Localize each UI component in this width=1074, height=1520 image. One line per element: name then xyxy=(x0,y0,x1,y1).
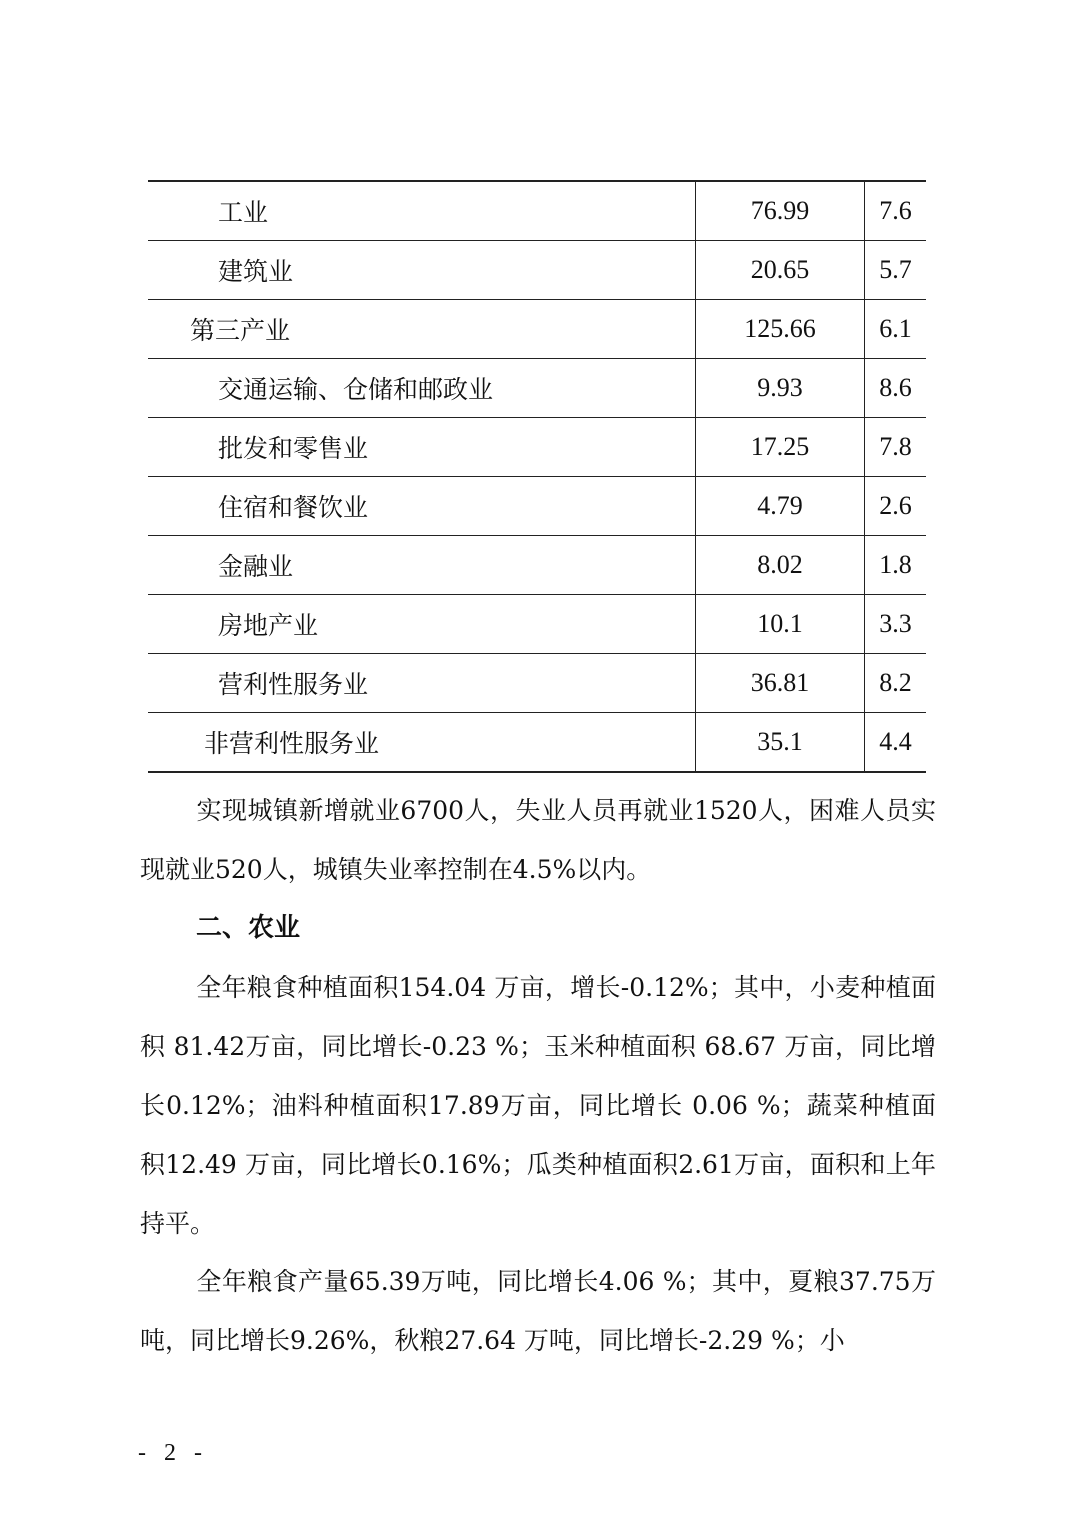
value-cell: 35.1 xyxy=(696,713,865,773)
value-cell: 125.66 xyxy=(696,300,865,359)
planting-paragraph xyxy=(140,958,936,1253)
industry-name-cell: 第三产业 xyxy=(148,300,696,359)
industry-name-cell: 住宿和餐饮业 xyxy=(148,477,696,536)
employment-text: 实现城镇新增就业6700人，失业人员再就业1520人，困难人员实现就业520人，城镇失业率控制在4.5%以内。 xyxy=(140,796,936,884)
growth-rate-cell: 5.7 xyxy=(865,241,927,300)
industry-name-cell: 营利性服务业 xyxy=(148,654,696,713)
table-row xyxy=(148,418,926,477)
value-cell: 20.65 xyxy=(696,241,865,300)
page-number: - 2 - xyxy=(138,1440,208,1466)
value-cell: 8.02 xyxy=(696,536,865,595)
value-cell: 36.81 xyxy=(696,654,865,713)
industry-name-cell: 批发和零售业 xyxy=(148,418,696,477)
growth-rate-cell: 2.6 xyxy=(865,477,927,536)
table-row xyxy=(148,477,926,536)
value-cell: 4.79 xyxy=(696,477,865,536)
growth-rate-cell: 8.6 xyxy=(865,359,927,418)
planting-text: 全年粮食种植面积154.04 万亩，增长-0.12%；其中，小麦种植面积 81.42万亩，同比增长-0.23 %；玉米种植面积 68.67 万亩，同比增长0.12%；油料种植面积17.89万亩，同比增长 0.06 %；蔬菜种植面积12.49 万亩，同比增长0.16%；瓜类种植面积2.61万亩，面积和上年持平。 xyxy=(140,973,936,1238)
value-cell: 76.99 xyxy=(696,181,865,241)
table-row xyxy=(148,713,926,773)
value-cell: 10.1 xyxy=(696,595,865,654)
growth-rate-cell: 8.2 xyxy=(865,654,927,713)
table-row xyxy=(148,181,926,241)
growth-rate-cell: 7.6 xyxy=(865,181,927,241)
growth-rate-cell: 1.8 xyxy=(865,536,927,595)
growth-rate-cell: 4.4 xyxy=(865,713,927,773)
value-cell: 17.25 xyxy=(696,418,865,477)
industry-name-cell: 房地产业 xyxy=(148,595,696,654)
industry-table-body xyxy=(148,181,926,772)
industry-name-cell: 建筑业 xyxy=(148,241,696,300)
section-heading: 二、农业 xyxy=(196,913,301,943)
output-paragraph xyxy=(140,1252,936,1370)
output-text: 全年粮食产量65.39万吨，同比增长4.06 %；其中，夏粮37.75万吨，同比增长9.26%，秋粮27.64 万吨，同比增长-2.29 %；小 xyxy=(140,1267,936,1355)
table-row xyxy=(148,300,926,359)
industry-name-cell: 交通运输、仓储和邮政业 xyxy=(148,359,696,418)
table-row xyxy=(148,359,926,418)
industry-table xyxy=(148,180,926,773)
table-row xyxy=(148,595,926,654)
growth-rate-cell: 3.3 xyxy=(865,595,927,654)
industry-name-cell: 工业 xyxy=(148,181,696,241)
value-cell: 9.93 xyxy=(696,359,865,418)
growth-rate-cell: 6.1 xyxy=(865,300,927,359)
table-row xyxy=(148,536,926,595)
employment-paragraph xyxy=(140,781,936,899)
table-row xyxy=(148,241,926,300)
growth-rate-cell: 7.8 xyxy=(865,418,927,477)
industry-name-cell: 金融业 xyxy=(148,536,696,595)
table-row xyxy=(148,654,926,713)
industry-name-cell: 非营利性服务业 xyxy=(204,729,380,758)
